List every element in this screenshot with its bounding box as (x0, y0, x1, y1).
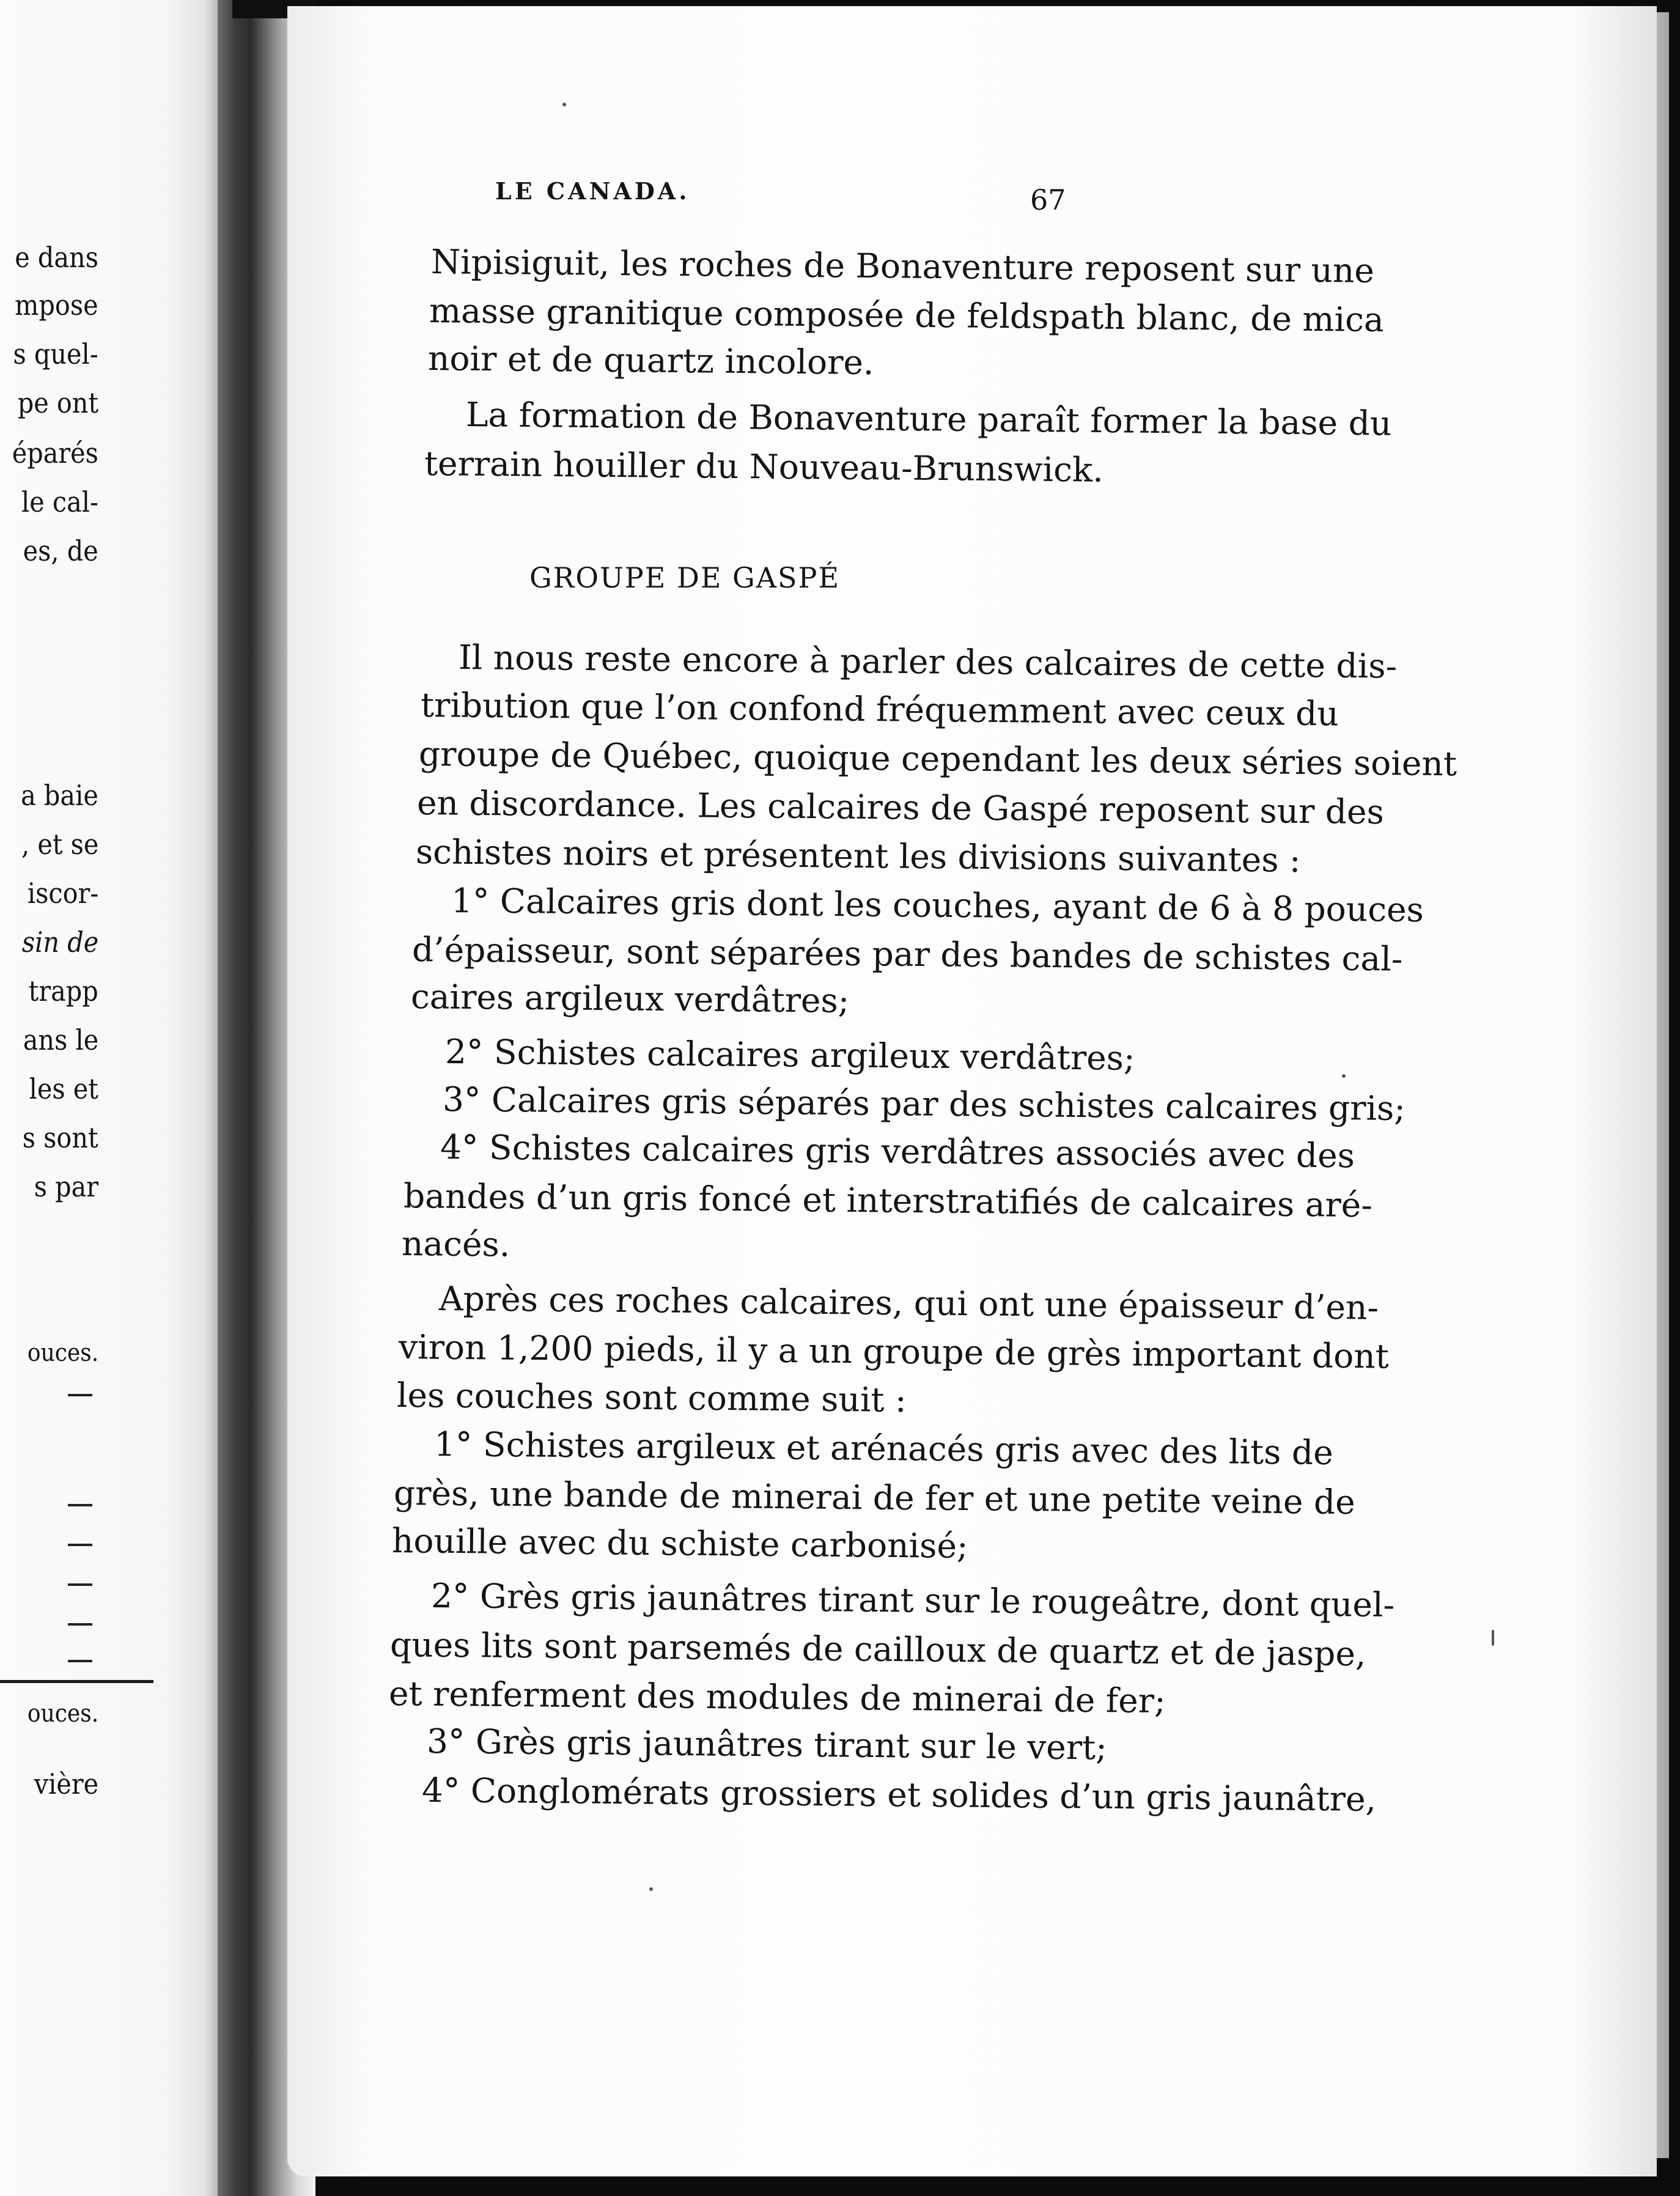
left-page-fragment: mpose (15, 289, 98, 322)
left-page-fragment: pe ont (17, 386, 98, 419)
scan-speck (1342, 1074, 1346, 1078)
table-dash (68, 1504, 92, 1506)
left-page-fragment: ouces. (27, 1700, 98, 1728)
text-line: schistes noirs et présentent les divisions suivantes : (415, 832, 1301, 880)
text-line: 1° Calcaires gris dont les couches, ayant de 6 à 8 pouces (451, 881, 1424, 930)
table-dash (68, 1623, 92, 1626)
text-line: noir et de quartz incolore. (427, 339, 874, 383)
left-page-fragment: ouces. (27, 1339, 98, 1367)
scan-speck (649, 1887, 653, 1891)
text-line: groupe de Québec, quoique cependant les deux séries soient (418, 734, 1457, 784)
text-line: 2° Schistes calcaires argileux verdâtres; (444, 1032, 1135, 1078)
text-line: Il nous reste encore à parler des calcaires de cette dis- (458, 638, 1398, 686)
text-line: caires argileux verdâtres; (410, 977, 850, 1020)
left-page-fragment: les et (29, 1072, 98, 1105)
section-heading: GROUPE DE GASPÉ (529, 561, 841, 594)
left-page-fragment: le cal- (21, 485, 98, 518)
text-line: La formation de Bonaventure paraît former la base du (465, 395, 1392, 443)
text-line: 4° Schistes calcaires gris verdâtres associés avec des (440, 1127, 1355, 1176)
left-page-fragment: es, de (23, 534, 98, 567)
text-line: Nipisiguit, les roches de Bonaventure reposent sur une (430, 242, 1375, 290)
text-line: tribution que l’on confond fréquemment avec ceux du (420, 685, 1339, 734)
text-line: houille avec du schiste carbonisé; (391, 1521, 968, 1566)
text-line: d’épaisseur, sont séparées par des bandes de schistes cal- (411, 930, 1403, 979)
text-line: terrain houiller du Nouveau-Brunswick. (424, 444, 1104, 490)
text-line: ques lits sont parsemés de cailloux de quartz et de jaspe, (389, 1625, 1366, 1674)
text-line: 3° Calcaires gris séparés par des schistes calcaires gris; (442, 1080, 1406, 1129)
left-page-fragment: ans le (23, 1023, 98, 1056)
left-page-fragment: s sont (23, 1121, 98, 1154)
left-page-fragment: vière (34, 1767, 98, 1800)
text-line: Après ces roches calcaires, qui ont une épaisseur d’en- (438, 1279, 1379, 1327)
table-dash (68, 1394, 92, 1396)
running-title: LE CANADA. (495, 177, 690, 205)
table-dash (68, 1583, 92, 1586)
left-page-fragment: iscor- (27, 877, 98, 910)
text-line: viron 1,200 pieds, il y a un groupe de grès important dont (398, 1327, 1390, 1376)
text-line: bandes d’un gris foncé et interstratifiés de calcaires aré- (403, 1176, 1373, 1225)
text-line: 2° Grès gris jaunâtres tirant sur le rougeâtre, dont quel- (430, 1576, 1395, 1625)
left-page-fragment: , et se (21, 828, 98, 861)
text-line: 4° Conglomérats grossiers et solides d’un gris jaunâtre, (421, 1770, 1377, 1819)
text-line: et renferment des modules de minerai de fer; (388, 1674, 1166, 1721)
scan-speck (1492, 1630, 1494, 1646)
left-page-fragment: a baie (21, 779, 98, 812)
left-page-fragment: e dans (15, 241, 98, 274)
left-page-fragment: s par (34, 1170, 98, 1203)
left-page-fragment: éparés (12, 437, 98, 470)
left-facing-page (0, 0, 218, 2196)
left-page-fragment: sin de (21, 926, 98, 959)
table-dash (68, 1660, 92, 1662)
text-line: grès, une bande de minerai de fer et une petite veine de (393, 1473, 1356, 1522)
text-line: 3° Grès gris jaunâtres tirant sur le vert; (426, 1722, 1108, 1767)
table-dash (68, 1544, 92, 1546)
text-line: 1° Schistes argileux et arénacés gris avec des lits de (433, 1424, 1333, 1473)
text-line: nacés. (401, 1224, 510, 1264)
text-line: masse granitique composée de feldspath blanc, de mica (429, 291, 1385, 339)
text-line: en discordance. Les calcaires de Gaspé reposent sur des (416, 783, 1385, 832)
scan-speck (562, 103, 566, 106)
left-page-fragment: trapp (28, 975, 98, 1008)
table-rule (0, 1680, 153, 1683)
text-line: les couches sont comme suit : (396, 1376, 907, 1420)
left-page-fragment: s quel- (13, 337, 98, 370)
page-number: 67 (1030, 183, 1066, 216)
